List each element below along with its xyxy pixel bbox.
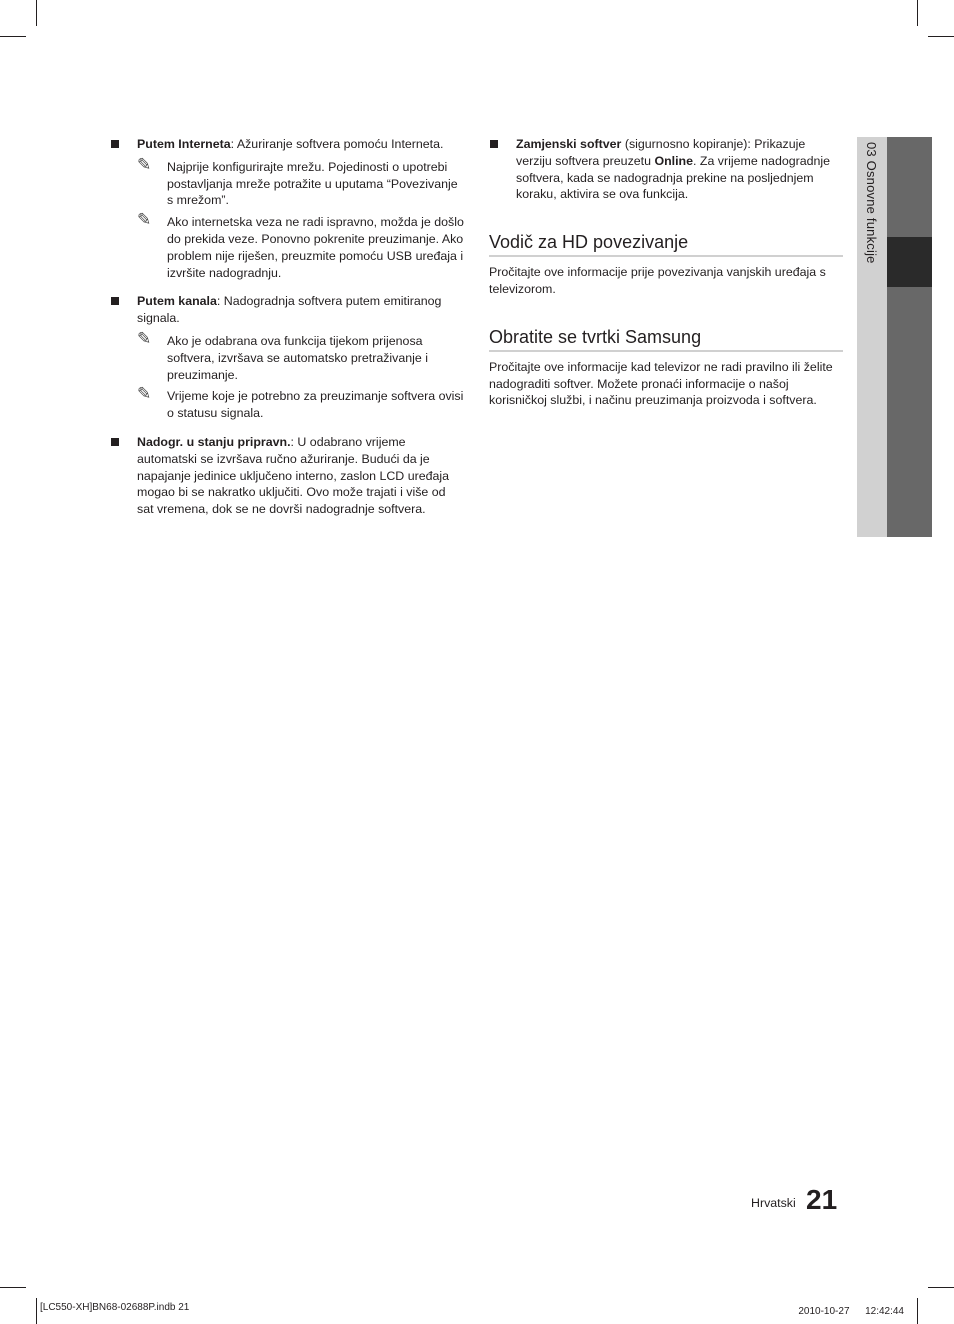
note-text: Najprije konfigurirajte mrežu. Pojedinosti o upotrebi postavljanja mreže potražite u uputama “Povezivanje s mrežom”. xyxy=(167,159,458,208)
sidebar-dark-band xyxy=(887,137,932,537)
pencil-note-icon: ✎ xyxy=(137,328,152,349)
bullet-putem-interneta xyxy=(110,136,464,153)
bullet-text: (sigurnosno kopiranje): Prikazuje verziju softvera preuzetu xyxy=(516,137,806,168)
bullet-text: : U odabrano vrijeme automatski se izvršava ručno ažuriranje. Budući da je napajanje jedinice uključeno interno, zaslon LCD uređaja mogao bi se nakratko uključiti. Ovo može trajati i više od sat vremena, dok se ne dovrši nadogradnje softvera. xyxy=(137,434,450,517)
square-bullet-icon xyxy=(111,297,119,305)
crop-mark xyxy=(917,1298,918,1324)
crop-mark xyxy=(917,0,918,26)
pencil-note-icon: ✎ xyxy=(137,384,152,405)
note xyxy=(110,210,464,281)
square-bullet-icon xyxy=(490,140,498,148)
square-bullet-icon xyxy=(111,140,119,148)
bullet-title: Putem Interneta xyxy=(137,137,231,151)
note xyxy=(110,154,464,209)
bullet-title: Putem kanala xyxy=(137,294,217,309)
bullet-text: : Nadogradnja softvera putem emitiranog signala. xyxy=(137,294,442,326)
crop-mark xyxy=(36,1298,37,1324)
bullet-text: . Za vrijeme nadogradnje softvera, kada se nadogradnja prekine na posljednjem koraku, aktivira se ova funkcija. xyxy=(516,153,831,202)
bullet-text: : Ažuriranje softvera pomoću Interneta. xyxy=(230,137,444,151)
chapter-label: 03 Osnovne funkcije xyxy=(864,142,879,264)
left-column xyxy=(110,136,464,524)
bullet-zamjenski-softver xyxy=(489,136,843,203)
right-column xyxy=(489,136,843,409)
pencil-note-icon: ✎ xyxy=(137,210,152,231)
crop-mark xyxy=(928,1287,954,1288)
slug-file: [LC550-XH]BN68-02688P.indb 21 xyxy=(40,1302,190,1313)
section-text-samsung: Pročitajte ove informacije kad televizor ne radi pravilno ili želite nadograditi softver. Možete pronaći informacije o našoj korisničkoj službi, i načinu preuzimanja proizvoda i softvera. xyxy=(489,359,833,408)
bullet-nadogr-stanje-pripravnosti xyxy=(110,434,464,518)
crop-mark xyxy=(0,1287,26,1288)
section-text-hd: Pročitajte ove informacije prije povezivanja vanjskih uređaja s televizorom. xyxy=(489,265,826,296)
page-number: 21 xyxy=(806,1184,838,1215)
bullet-putem-kanala xyxy=(110,293,464,327)
slug-datetime: 2010-10-27 12:42:44 xyxy=(798,1306,904,1317)
note-text: Vrijeme koje je potrebno za preuzimanje softvera ovisi o statusu signala. xyxy=(167,389,464,421)
square-bullet-icon xyxy=(111,438,119,446)
section-heading-samsung: Obratite se tvrtki Samsung xyxy=(489,326,843,352)
bullet-title: Nadogr. u stanju pripravn. xyxy=(137,434,291,449)
crop-mark xyxy=(928,36,954,37)
crop-mark xyxy=(36,0,37,26)
note-text: Ako je odabrana ova funkcija tijekom prijenosa softvera, izvršava se automatsko pretraživanje i preuzimanje. xyxy=(167,333,429,382)
section-heading-hd: Vodič za HD povezivanje xyxy=(489,231,843,257)
bullet-title: Zamjenski softver xyxy=(516,137,622,151)
bullet-bold-term: Online xyxy=(654,153,693,168)
note-text: Ako internetska veza ne radi ispravno, možda je došlo do prekida veze. Ponovno pokrenite preuzimanje. Ako problem nije riješen, preuzmite pomoću USB uređaja i izvršite nadogradnju. xyxy=(167,215,464,280)
sidebar-chapter-tab xyxy=(887,237,932,287)
crop-mark xyxy=(0,36,26,37)
note xyxy=(110,384,464,422)
pencil-note-icon: ✎ xyxy=(137,154,152,175)
note xyxy=(110,328,464,383)
footer-language: Hrvatski xyxy=(751,1196,796,1210)
